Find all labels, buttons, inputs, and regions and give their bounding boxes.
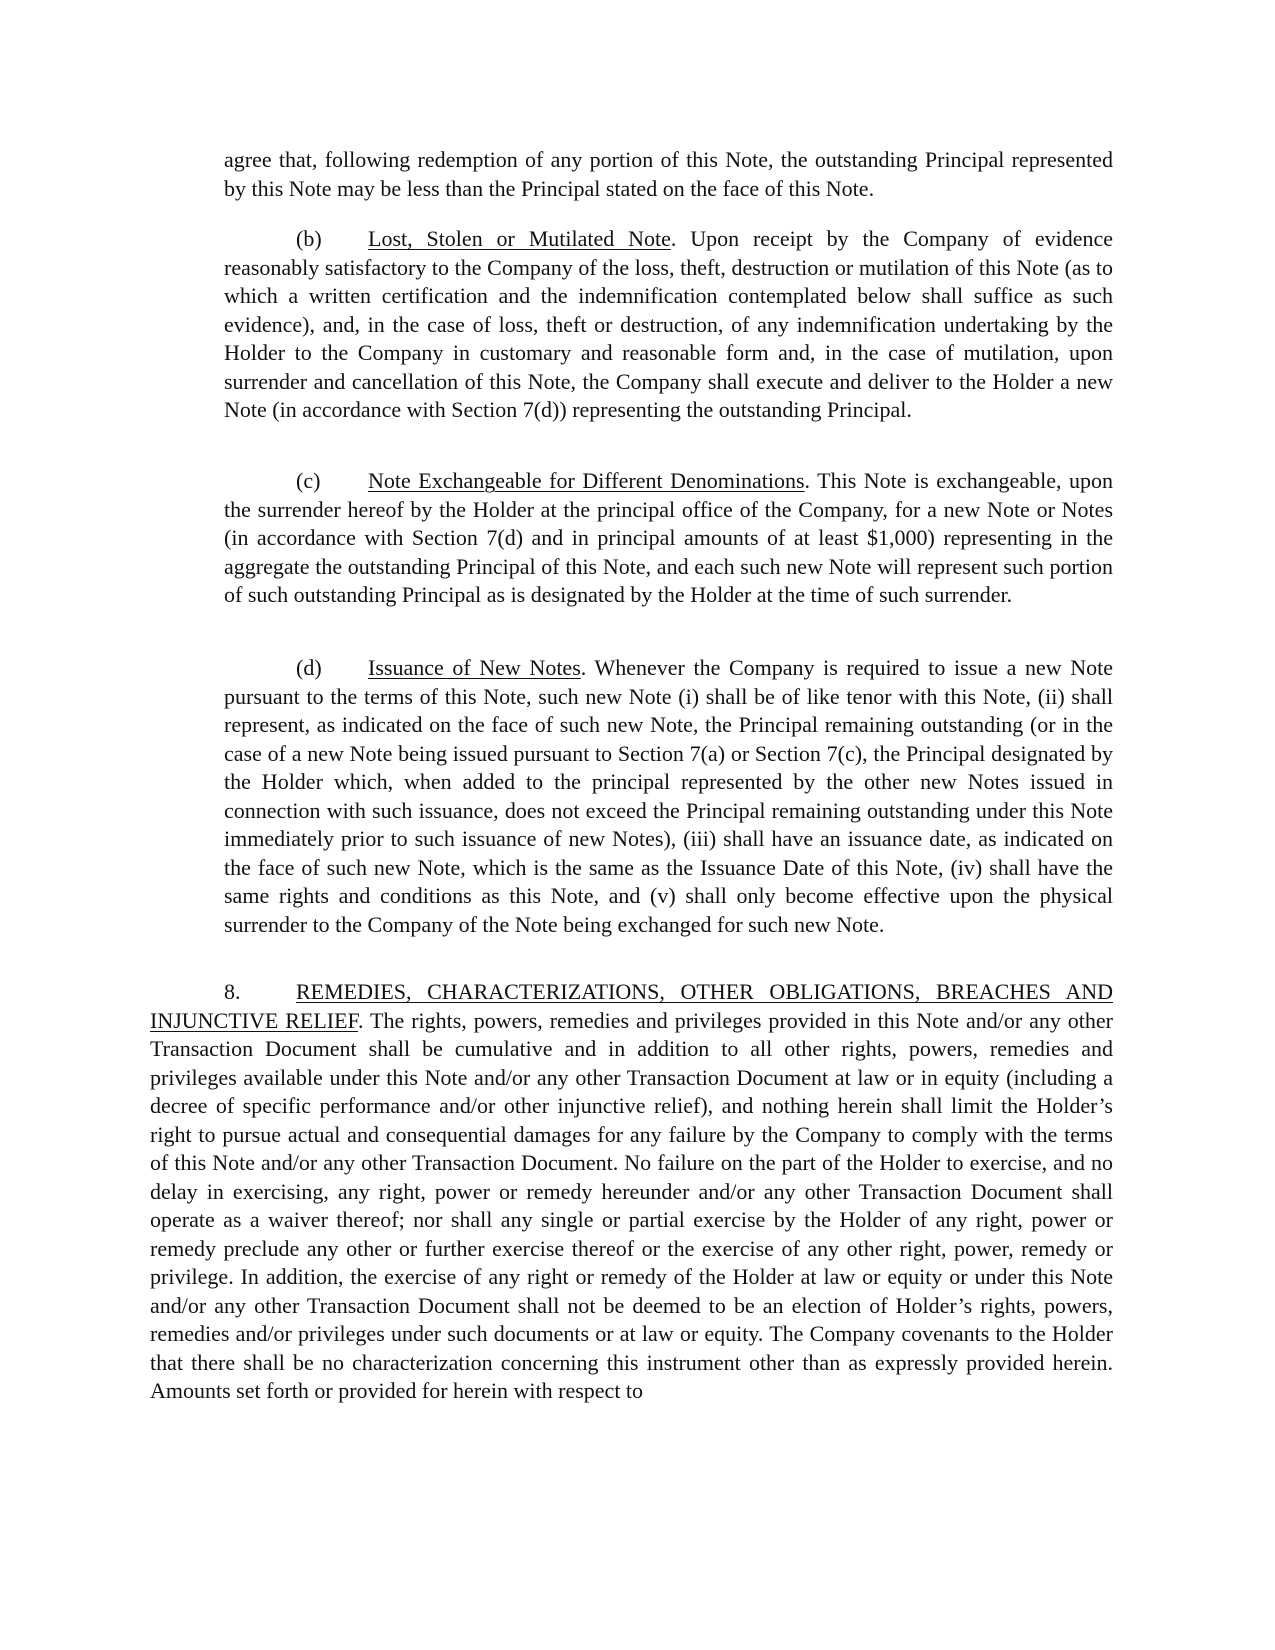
section-8-heading: REMEDIES, CHARACTERIZATIONS, OTHER OBLIGATIONS, BREACHES AND INJUNCTIVE RELIEF [150, 979, 1113, 1033]
paragraph-b-body: . Upon receipt by the Company of evidence reasonably satisfactory to the Company of the loss, theft, destruction or mutilation of this Note (as to which a written certification and the indemnification contemplated below shall suffice as such evidence), and, in the case of loss, theft or destruction, of any indemnification undertaking by the Holder to the Company in customary and reasonable form and, in the case of mutilation, upon surrender and cancellation of this Note, the Company shall execute and deliver to the Holder a new Note (in accordance with Section 7(d)) representing the outstanding Principal. [224, 226, 1113, 422]
paragraph-c-heading: Note Exchangeable for Different Denominations [368, 468, 805, 493]
section-8-body: . The rights, powers, remedies and privileges provided in this Note and/or any other Transaction Document shall be cumulative and in addition to all other rights, powers, remedies and privileges available under this Note and/or any other Transaction Document at law or in equity (including a decree of specific performance and/or other injunctive relief), and nothing herein shall limit the Holder’s right to pursue actual and consequential damages for any failure by the Company to comply with the terms of this Note and/or any other Transaction Document. No failure on the part of the Holder to exercise, and no delay in exercising, any right, power or remedy hereunder and/or any other Transaction Document shall operate as a waiver thereof; nor shall any single or partial exercise by the Holder of any right, power or remedy preclude any other or further exercise thereof or the exercise of any other right, power, remedy or privilege. In addition, the exercise of any right or remedy of the Holder at law or equity or under this Note and/or any other Transaction Document shall not be deemed to be an election of Holder’s rights, powers, remedies and/or privileges under such documents or at law or equity. The Company covenants to the Holder that there shall be no characterization concerning this instrument other than as expressly provided herein. Amounts set forth or provided for herein with respect to [150, 1007, 1113, 1403]
section-8-number: 8. [224, 979, 241, 1004]
section-8-paragraph [150, 978, 1113, 1406]
paragraph-c [224, 467, 1113, 610]
paragraph-b-heading: Lost, Stolen or Mutilated Note [368, 226, 671, 251]
continuation-paragraph [224, 146, 1113, 203]
continuation-text: agree that, following redemption of any portion of this Note, the outstanding Principal represented by this Note may be less than the Principal stated on the face of this Note. [224, 147, 1113, 201]
paragraph-b [224, 225, 1113, 425]
paragraph-c-body: . This Note is exchangeable, upon the surrender hereof by the Holder at the principal office of the Company, for a new Note or Notes (in accordance with Section 7(d) and in principal amounts of at least $1,000) representing in the aggregate the outstanding Principal of this Note, and each such new Note will represent such portion of such outstanding Principal as is designated by the Holder at the time of such surrender. [224, 468, 1113, 607]
paragraph-d [224, 654, 1113, 939]
paragraph-d-number: (d) [296, 655, 322, 680]
paragraph-c-number: (c) [296, 468, 321, 493]
paragraph-d-body: . Whenever the Company is required to issue a new Note pursuant to the terms of this Note, such new Note (i) shall be of like tenor with this Note, (ii) shall represent, as indicated on the face of such new Note, the Principal remaining outstanding (or in the case of a new Note being issued pursuant to Section 7(a) or Section 7(c), the Principal designated by the Holder which, when added to the principal represented by the other new Notes issued in connection with such issuance, does not exceed the Principal remaining outstanding under this Note immediately prior to such issuance of new Notes), (iii) shall have an issuance date, as indicated on the face of such new Note, which is the same as the Issuance Date of this Note, (iv) shall have the same rights and conditions as this Note, and (v) shall only become effective upon the physical surrender to the Company of the Note being exchanged for such new Note. [224, 655, 1114, 937]
paragraph-d-heading: Issuance of New Notes [368, 655, 581, 680]
paragraph-b-number: (b) [296, 226, 322, 251]
